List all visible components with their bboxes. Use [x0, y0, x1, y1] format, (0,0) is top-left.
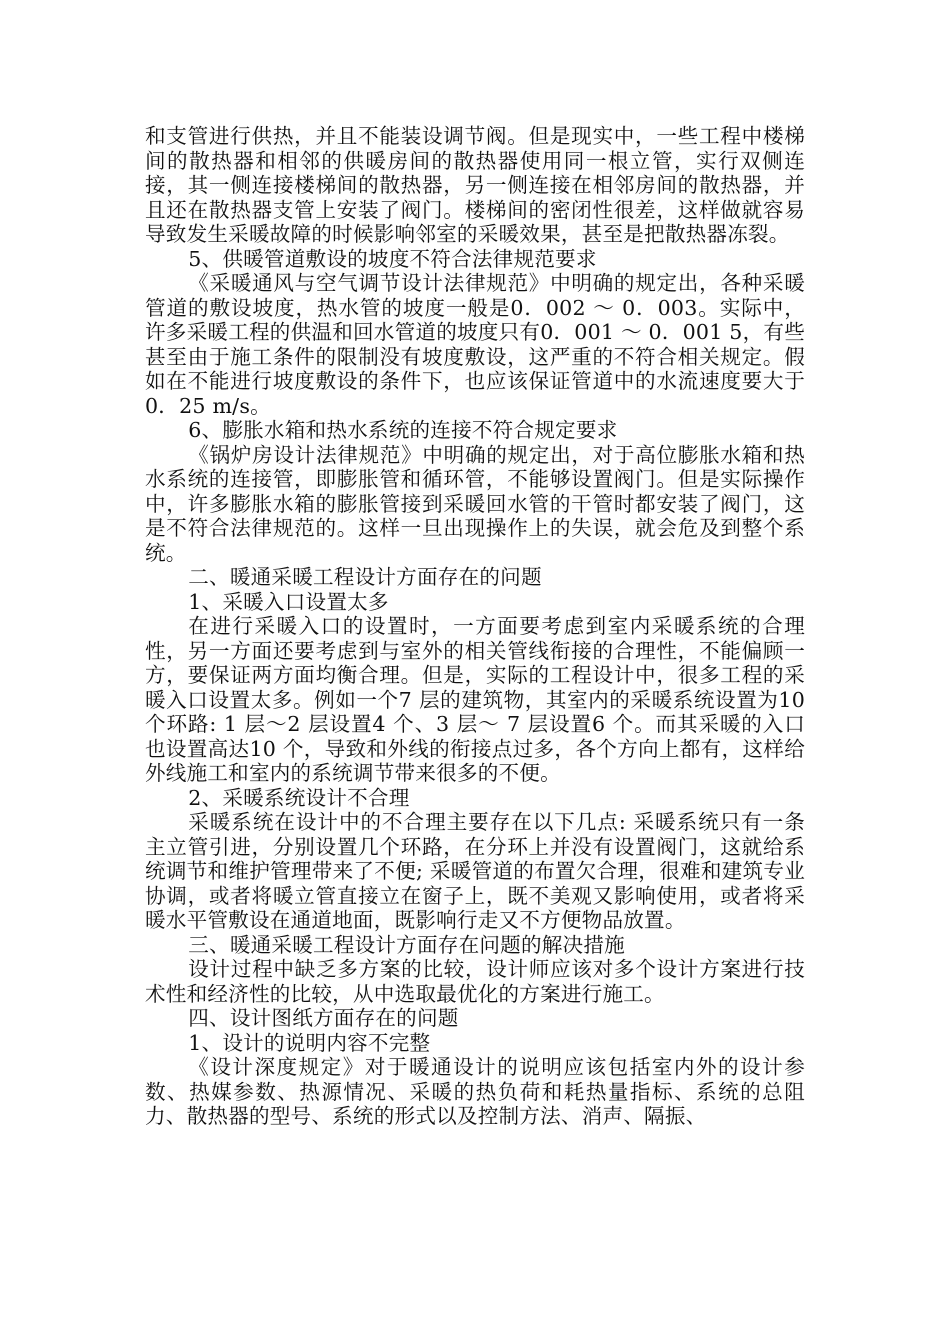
- paragraph-unreasonable-design: 采暖系统在设计中的不合理主要存在以下几点: 采暖系统只有一条主立管引进，分别设置几个环路，在分环上并没有设置阀门，这就给系统调节和维护管理带来了不便; 采暖管道的布置欠合理，很难和建筑专业协调，或者将暖立管直接立在窗子上，既不美观又影响使用，或者将采暖水平管敷设在通道地面，既影响行走又不方便物品放置。: [145, 810, 805, 932]
- paragraph-incomplete-description: 《设计深度规定》对于暖通设计的说明应该包括室内外的设计参数、热媒参数、热源情况、采暖的热负荷和耗热量指标、系统的总阻力、散热器的型号、系统的形式以及控制方法、消声、隔振、: [145, 1055, 805, 1128]
- paragraph-expansion-tank: 《锅炉房设计法律规范》中明确的规定出，对于高位膨胀水箱和热水系统的连接管，即膨胀管和循环管，不能够设置阀门。但是实际操作中，许多膨胀水箱的膨胀管接到采暖回水管的干管时都安装了阀门，这是不符合法律规范的。这样一旦出现操作上的失误，就会危及到整个系统。: [145, 442, 805, 565]
- section-heading-design-problems: 二、暖通采暖工程设计方面存在的问题: [188, 565, 542, 589]
- paragraph-solutions: 设计过程中缺乏多方案的比较，设计师应该对多个设计方案进行技术性和经济性的比较，从中选取最优化的方案进行施工。: [145, 957, 805, 1006]
- document-body: [145, 124, 805, 1129]
- subheading-expansion-tank: 6、膨胀水箱和热水系统的连接不符合规定要求: [188, 418, 618, 442]
- subheading-incomplete-description: 1、设计的说明内容不完整: [188, 1030, 431, 1055]
- section-heading-solutions: 三、暖通采暖工程设计方面存在问题的解决措施: [188, 932, 625, 957]
- section-heading-drawing-problems: 四、设计图纸方面存在的问题: [188, 1006, 459, 1030]
- paragraph-pipe-slope: 《采暖通风与空气调节设计法律规范》中明确的规定出，各种采暖管道的敷设坡度，热水管的坡度一般是0．002 ～ 0．003。实际中，许多采暖工程的供温和回水管道的坡度只有0．001 ～ 0．001 5，有些甚至由于施工条件的限制没有坡度敷设，这严重的不符合相关规定。假如在不能进行坡度敷设的条件下，也应该保证管道中的水流速度要大于0．25 m/s。: [145, 271, 805, 418]
- paragraph-continuation: 和支管进行供热，并且不能装设调节阀。但是现实中，一些工程中楼梯间的散热器和相邻的供暖房间的散热器使用同一根立管，实行双侧连接，其一侧连接楼梯间的散热器，另一侧连接在相邻房间的散热器，并且还在散热器支管上安装了阀门。楼梯间的密闭性很差，这样做就容易导致发生采暖故障的时候影响邻室的采暖效果，甚至是把散热器冻裂。: [145, 124, 805, 246]
- subheading-too-many-inlets: 1、采暖入口设置太多: [188, 589, 389, 614]
- subheading-unreasonable-design: 2、采暖系统设计不合理: [188, 785, 410, 810]
- paragraph-too-many-inlets: 在进行采暖入口的设置时，一方面要考虑到室内采暖系统的合理性，另一方面还要考虑到与室外的相关管线衔接的合理性，不能偏顾一方，要保证两方面均衡合理。但是，实际的工程设计中，很多工程的采暖入口设置太多。例如一个7 层的建筑物，其室内的采暖系统设置为10 个环路: 1 层～2 层设置4 个、3 层～ 7 层设置6 个。而其采暖的入口也设置高达10 个，导致和外线的衔接点过多，各个方向上都有，这样给外线施工和室内的系统调节带来很多的不便。: [145, 614, 805, 785]
- subheading-pipe-slope: 5、供暖管道敷设的坡度不符合法律规范要求: [188, 246, 597, 271]
